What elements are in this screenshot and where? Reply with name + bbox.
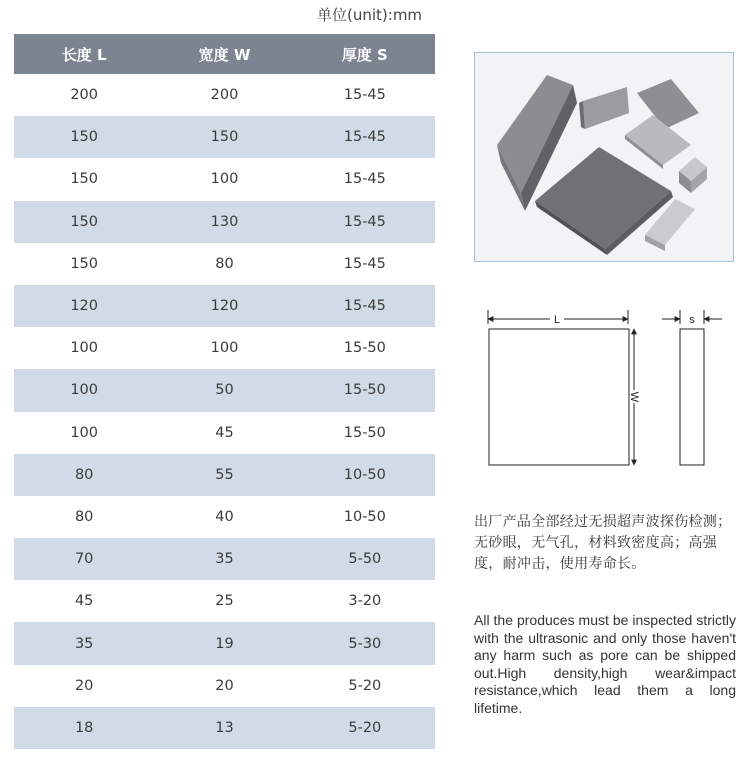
table-row (14, 538, 435, 580)
cell-length: 100 (14, 412, 154, 454)
cell-width: 120 (154, 285, 294, 327)
cell-thickness: 15-45 (295, 74, 435, 116)
cell-thickness: 15-45 (295, 116, 435, 158)
cell-length: 120 (14, 285, 154, 327)
length-label: L (553, 314, 561, 326)
table-row (14, 369, 435, 411)
table-row (14, 116, 435, 158)
table-row (14, 412, 435, 454)
cell-width: 13 (154, 707, 294, 749)
cell-thickness: 15-45 (295, 285, 435, 327)
cell-length: 150 (14, 116, 154, 158)
table-header-row (14, 34, 435, 74)
cell-thickness: 15-45 (295, 158, 435, 200)
header-thickness: 厚度 S (295, 34, 435, 74)
header-width: 宽度 W (154, 34, 294, 74)
table-row (14, 243, 435, 285)
thickness-label: s (689, 314, 695, 326)
cell-width: 150 (154, 116, 294, 158)
cell-width: 25 (154, 580, 294, 622)
cell-width: 19 (154, 622, 294, 664)
table-row (14, 285, 435, 327)
plate-front-face (489, 329, 629, 465)
table-row (14, 496, 435, 538)
cell-thickness: 5-30 (295, 622, 435, 664)
cell-width: 55 (154, 454, 294, 496)
description-chinese: 出厂产品全部经过无损超声波探伤检测；无砂眼，无气孔，材料致密度高；高强度，耐冲击，使用寿命长。 (474, 514, 732, 572)
cell-thickness: 10-50 (295, 496, 435, 538)
header-length: 长度 L (14, 34, 154, 74)
cell-length: 150 (14, 158, 154, 200)
cell-width: 130 (154, 201, 294, 243)
cell-thickness: 15-50 (295, 412, 435, 454)
table-row (14, 454, 435, 496)
carbide-plates-illustration (475, 53, 733, 261)
cell-length: 150 (14, 243, 154, 285)
width-label: W (628, 391, 641, 403)
cell-thickness: 5-20 (295, 665, 435, 707)
table-row (14, 74, 435, 116)
cell-thickness: 15-45 (295, 201, 435, 243)
cell-thickness: 15-45 (295, 243, 435, 285)
table-row (14, 580, 435, 622)
cell-length: 20 (14, 665, 154, 707)
cell-length: 35 (14, 622, 154, 664)
cell-width: 35 (154, 538, 294, 580)
table-row (14, 327, 435, 369)
cell-length: 80 (14, 454, 154, 496)
cell-width: 100 (154, 158, 294, 200)
cell-width: 200 (154, 74, 294, 116)
cell-length: 18 (14, 707, 154, 749)
cell-thickness: 15-50 (295, 369, 435, 411)
dimension-diagram (474, 300, 736, 470)
cell-thickness: 3-20 (295, 580, 435, 622)
table-row (14, 707, 435, 749)
cell-thickness: 10-50 (295, 454, 435, 496)
table-body (14, 74, 435, 749)
cell-width: 80 (154, 243, 294, 285)
cell-thickness: 5-50 (295, 538, 435, 580)
table-row (14, 201, 435, 243)
cell-width: 50 (154, 369, 294, 411)
cell-length: 70 (14, 538, 154, 580)
cell-length: 100 (14, 369, 154, 411)
table-row (14, 158, 435, 200)
unit-label: 单位(unit):mm (317, 6, 423, 24)
plate-thin-light (625, 115, 691, 165)
cell-width: 45 (154, 412, 294, 454)
cell-thickness: 5-20 (295, 707, 435, 749)
cell-thickness: 15-50 (295, 327, 435, 369)
cell-length: 100 (14, 327, 154, 369)
description-english: All the produces must be inspected strictly with the ultrasonic and only those haven't any harm such as pore can be shipped out.High density,high wear&impact resistance,which lead them a long lifetime. (474, 612, 736, 716)
cell-length: 150 (14, 201, 154, 243)
cell-length: 80 (14, 496, 154, 538)
size-spec-table (14, 34, 435, 749)
cell-length: 200 (14, 74, 154, 116)
table-row (14, 665, 435, 707)
cell-width: 20 (154, 665, 294, 707)
cell-width: 100 (154, 327, 294, 369)
plate-small-top (583, 87, 629, 129)
cell-width: 40 (154, 496, 294, 538)
cell-length: 45 (14, 580, 154, 622)
plate-side-face (680, 329, 704, 465)
product-photo (474, 52, 734, 262)
table-row (14, 622, 435, 664)
